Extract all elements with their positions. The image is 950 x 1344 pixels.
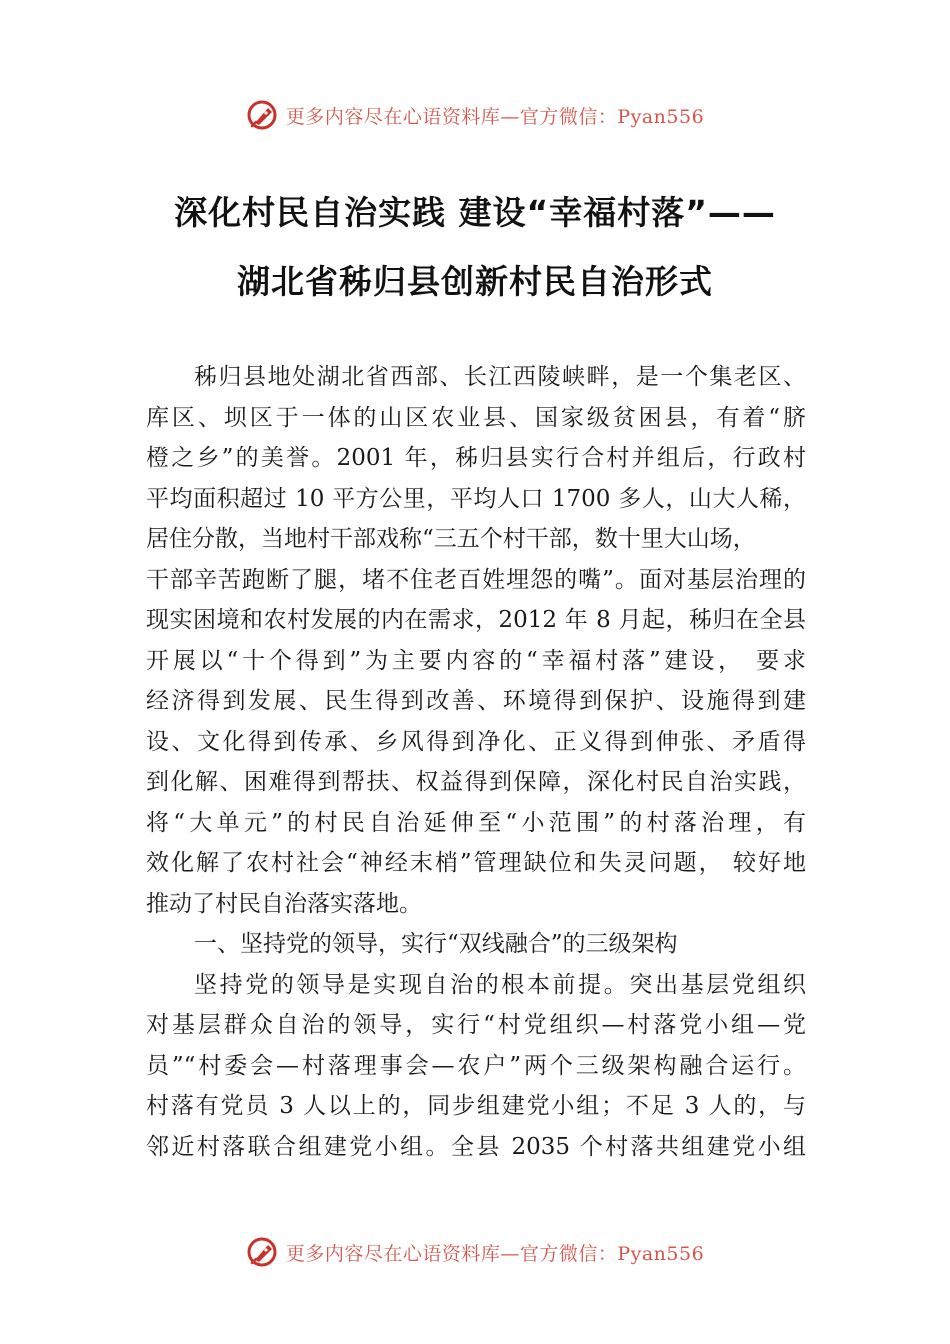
section-heading: 一、坚持党的领导，实行“双线融合”的三级架构 — [194, 931, 678, 957]
body-line: 设、文化得到传承、乡风得到净化、正义得到伸张、矛盾得 — [146, 728, 806, 755]
document-title-line-2: 湖北省秭归县创新村民自治形式 — [237, 262, 713, 301]
banner-text: 更多内容尽在心语资料库—官方微信：Pyan556 — [285, 1242, 705, 1265]
body-line: 干部辛苦跑断了腿，堵不住老百姓埋怨的嘴”。面对基层治理的 — [146, 566, 806, 593]
body-line: 对基层群众自治的领导，实行“村党组织—村落党小组—党 — [146, 1012, 806, 1038]
banner-text: 更多内容尽在心语资料库—官方微信：Pyan556 — [285, 105, 705, 128]
body-line: 将“大单元”的村民自治延伸至“小范围”的村落治理，有 — [146, 809, 806, 836]
body-line: 秭归县地处湖北省西部、长江西陵峡畔，是一个集老区、 — [194, 364, 806, 390]
document-body — [146, 357, 806, 1167]
body-line: 到化解、困难得到帮扶、权益得到保障，深化村民自治实践， — [146, 769, 806, 795]
body-line: 村落有党员 3 人以上的，同步组建党小组；不足 3 人的，与 — [146, 1093, 806, 1119]
pen-nib-circle-icon — [246, 1235, 280, 1269]
body-line: 员”“村委会—村落理事会—农户”两个三级架构融合运行。 — [146, 1052, 806, 1079]
body-line: 橙之乡”的美誉。2001 年，秭归县实行合村并组后，行政村 — [146, 445, 806, 471]
document-title-line-1: 深化村民自治实践 建设“幸福村落”—— — [174, 193, 776, 232]
header-banner — [0, 95, 950, 135]
body-line: 开展以“十个得到”为主要内容的“幸福村落”建设， 要求 — [146, 647, 806, 674]
body-line: 现实困境和农村发展的内在需求，2012 年 8 月起，秭归在全县 — [146, 607, 806, 633]
body-line: 居住分散，当地村干部戏称“三五个村干部，数十里大山场， — [146, 526, 756, 552]
body-line: 经济得到发展、民生得到改善、环境得到保护、设施得到建 — [146, 688, 806, 714]
body-line: 效化解了农村社会“神经末梢”管理缺位和失灵问题， 较好地 — [146, 850, 806, 876]
body-line: 坚持党的领导是实现自治的根本前提。突出基层党组织 — [194, 971, 806, 998]
pen-nib-circle-icon — [246, 98, 280, 132]
body-line: 推动了村民自治落实落地。 — [146, 890, 422, 917]
body-line: 库区、坝区于一体的山区农业县、国家级贫困县，有着“脐 — [146, 404, 806, 431]
footer-banner — [0, 1232, 950, 1272]
body-line: 平均面积超过 10 平方公里，平均人口 1700 多人，山大人稀， — [146, 485, 806, 512]
body-line: 邻近村落联合组建党小组。全县 2035 个村落共组建党小组 — [146, 1133, 806, 1160]
